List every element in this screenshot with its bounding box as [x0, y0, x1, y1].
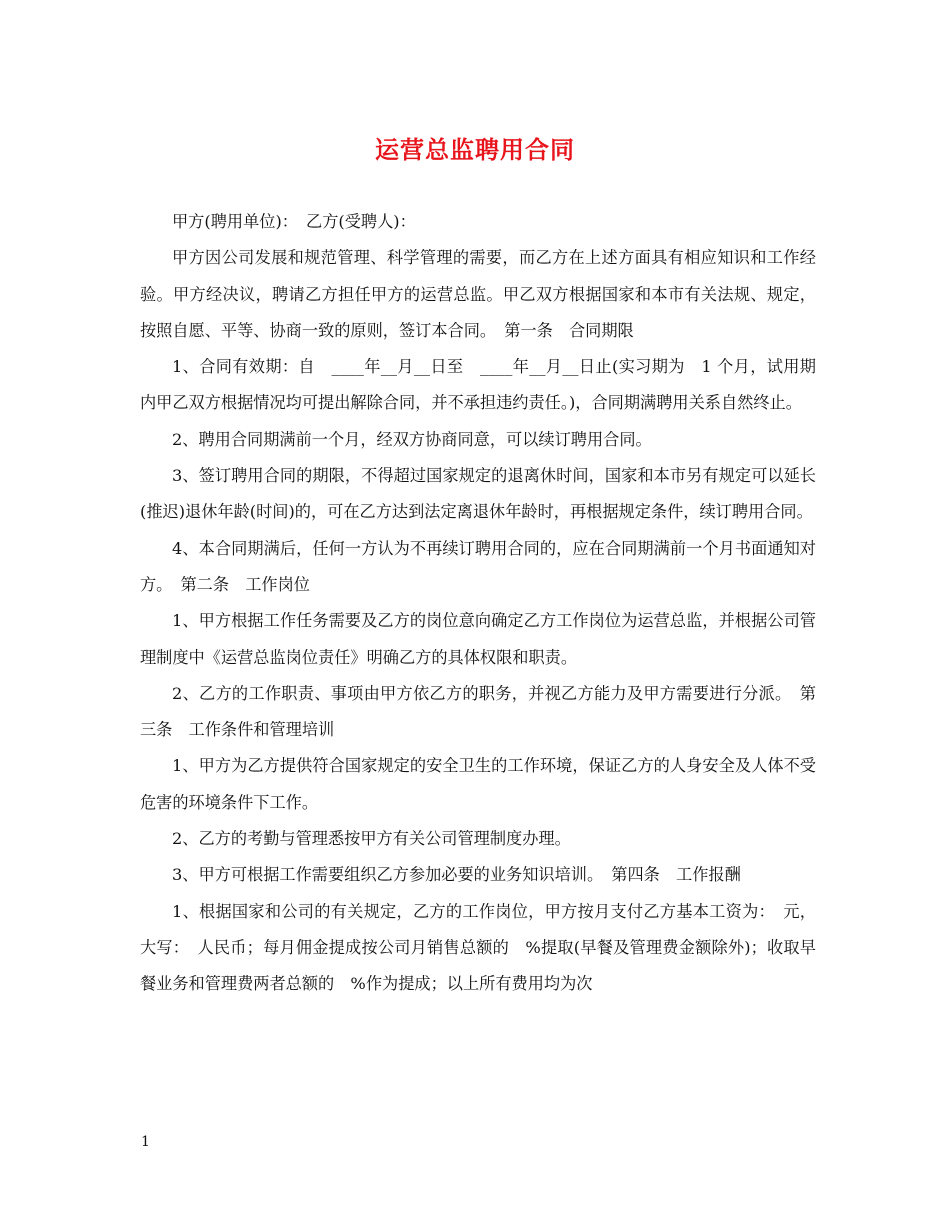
- paragraph-term-1: 1、合同有效期：自 ____年__月__日至 ____年__月__日止(实习期为 1 个月，试用期内甲乙双方根据情况均可提出解除合同，并不承担违约责任。)，合同期满聘用关系自然终止。: [140, 357, 816, 413]
- paragraph-position-2: 2、乙方的工作职责、事项由甲方依乙方的职务，并视乙方能力及甲方需要进行分派。 第三条 工作条件和管理培训: [140, 683, 816, 740]
- document-body: [140, 204, 816, 1003]
- paragraph-pay-1: 1、根据国家和公司的有关规定，乙方的工作岗位，甲方按月支付乙方基本工资为： 元，大写： 人民币；每月佣金提成按公司月销售总额的 %提取(早餐及管理费金额除外)；收取早餐业务和管理费两者总额的 %作为提成；以上所有费用均为次: [140, 901, 816, 994]
- paragraph-conditions-2: 2、乙方的考勤与管理悉按甲方有关公司管理制度办理。: [172, 829, 571, 849]
- paragraph-position-1: 1、甲方根据工作任务需要及乙方的岗位意向确定乙方工作岗位为运营总监，并根据公司管理制度中《运营总监岗位责任》明确乙方的具体权限和职责。: [140, 611, 816, 667]
- page-number: 1: [141, 1134, 150, 1150]
- paragraph-term-4: 4、本合同期满后，任何一方认为不再续订聘用合同的，应在合同期满前一个月书面通知对方。 第二条 工作岗位: [140, 538, 816, 594]
- paragraph-term-2: 2、聘用合同期满前一个月，经双方协商同意，可以续订聘用合同。: [172, 429, 652, 449]
- document-title: 运营总监聘用合同: [375, 136, 575, 164]
- paragraph-conditions-1: 1、甲方为乙方提供符合国家规定的安全卫生的工作环境，保证乙方的人身安全及人体不受危害的环境条件下工作。: [140, 756, 816, 812]
- paragraph-preamble: 甲方因公司发展和规范管理、科学管理的需要，而乙方在上述方面具有相应知识和工作经验。甲方经决议，聘请乙方担任甲方的运营总监。甲乙双方根据国家和本市有关法规、规定，按照自愿、平等、协商一致的原则，签订本合同。 第一条 合同期限: [140, 248, 816, 340]
- paragraph-parties: 甲方(聘用单位)： 乙方(受聘人)：: [172, 212, 416, 231]
- paragraph-conditions-3: 3、甲方可根据工作需要组织乙方参加必要的业务知识培训。 第四条 工作报酬: [172, 865, 741, 885]
- paragraph-term-3: 3、签订聘用合同的期限，不得超过国家规定的退离休时间，国家和本市另有规定可以延长(推迟)退休年龄(时间)的，可在乙方达到法定离退休年龄时，再根据规定条件，续订聘用合同。: [140, 466, 816, 522]
